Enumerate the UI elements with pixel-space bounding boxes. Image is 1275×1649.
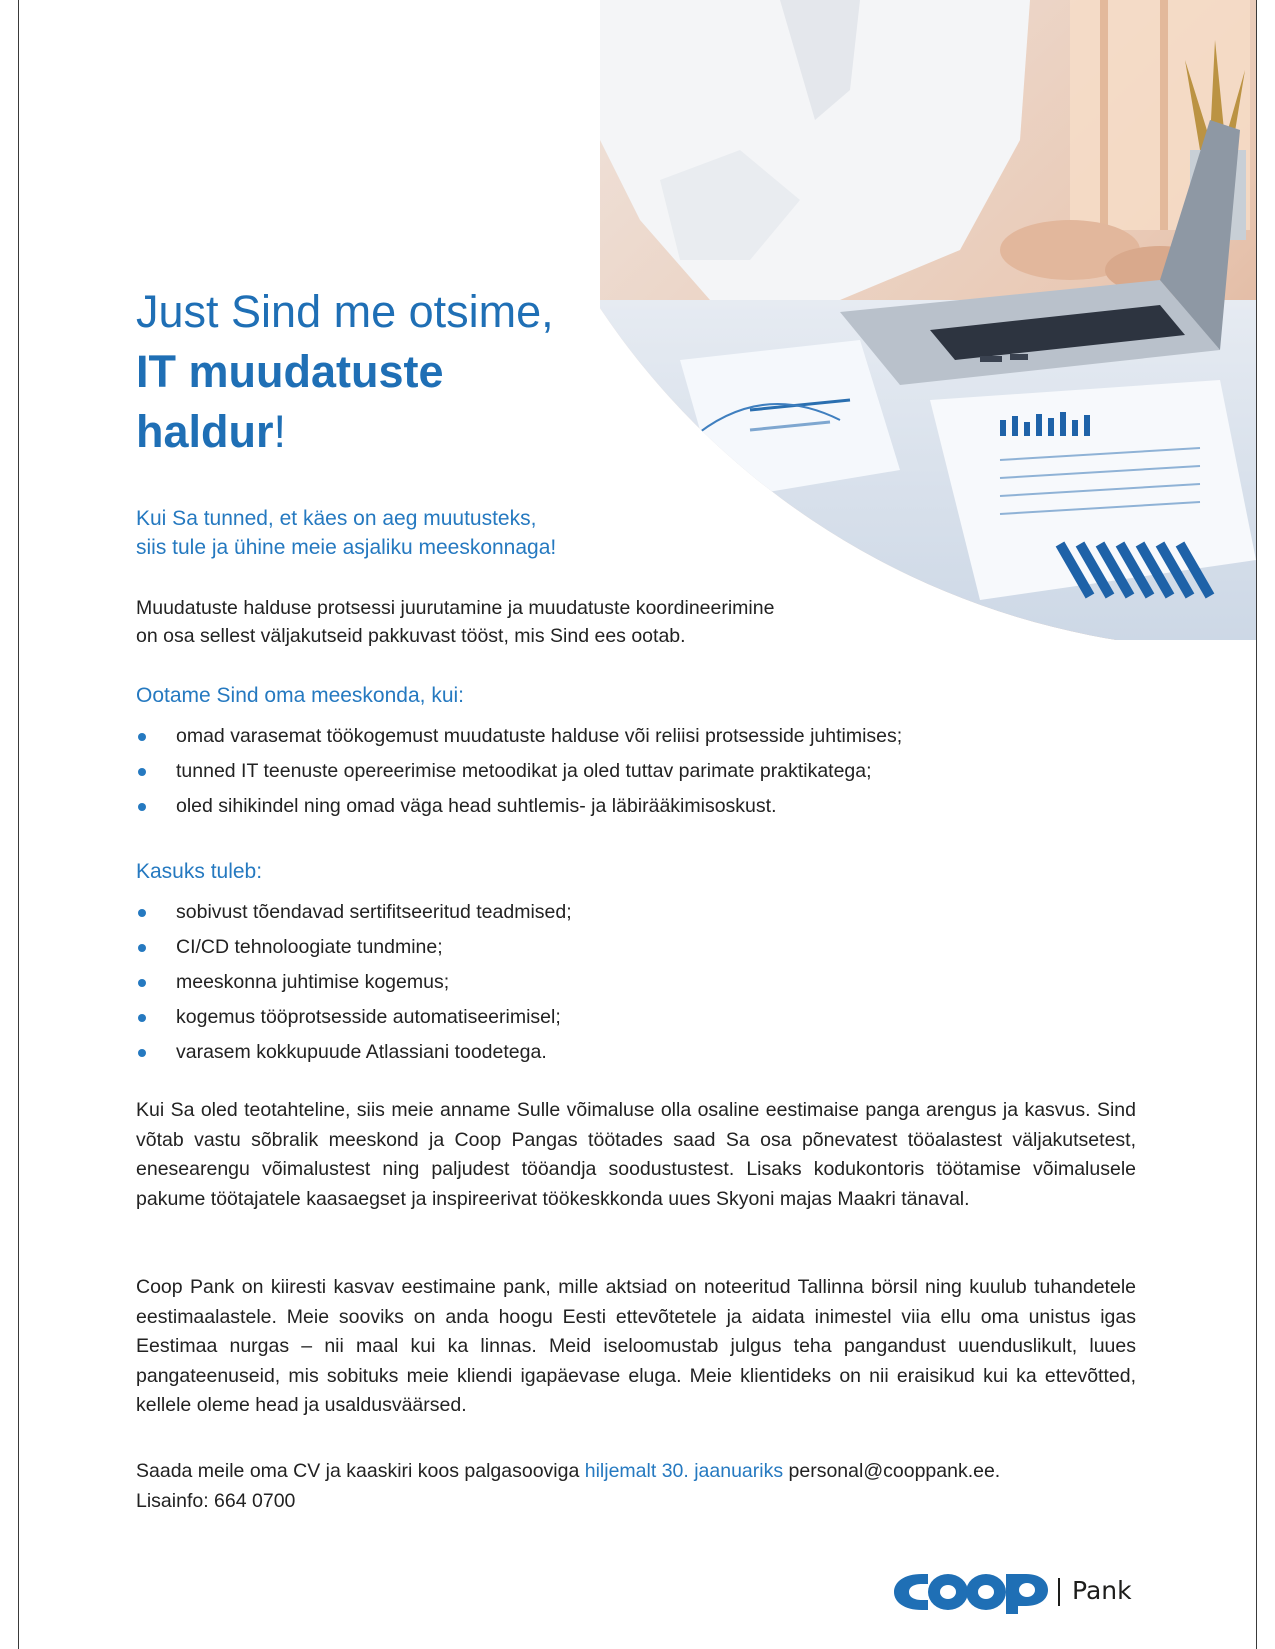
bullet-icon: [138, 1014, 146, 1022]
list-item-text: omad varasemat töökogemust muudatuste halduse või reliisi protsesside juhtimises;: [176, 725, 903, 747]
list-item-text: sobivust tõendavad sertifitseeritud teadmised;: [176, 901, 572, 923]
list-item: [136, 1035, 1136, 1070]
logo-pank-text: Pank: [1072, 1576, 1132, 1605]
offer-paragraph: Kui Sa oled teotahteline, siis meie anname Sulle võimaluse olla osaline eestimaise panga arengus ja kasvus. Sind võtab vastu sõbralik meeskond ja Coop Pangas töötades saad Sa osa põnevatest tööalastest väljakutsetest, enesearengu võimalustest ning paljudest tööandja soodustustest. Lisaks kodukontoris töötamise võimalusele pakume töötajatele kaasaegset ja inspireerivat töökeskkonda uues Skyoni majas Maakri tänaval.: [136, 1099, 1136, 1210]
headline-line2: IT muudatuste: [136, 346, 444, 397]
list-item-text: meeskonna juhtimise kogemus;: [176, 971, 450, 993]
list-item-text: tunned IT teenuste opereerimise metoodikat ja oled tuttav parimate praktikatega;: [176, 760, 872, 782]
bullet-icon: [138, 944, 146, 952]
headline: [136, 282, 696, 462]
list-item-text: CI/CD tehnoloogiate tundmine;: [176, 936, 443, 958]
advantages-heading: Kasuks tuleb:: [136, 860, 263, 883]
page-border-right: [1256, 0, 1257, 1649]
list-item-text: oled sihikindel ning omad väga head suhtlemis- ja läbirääkimisoskust.: [176, 795, 777, 817]
list-item: [136, 754, 1136, 789]
coop-pank-logo: [890, 1562, 1150, 1622]
headline-punct: !: [273, 406, 287, 457]
list-item: [136, 1000, 1136, 1035]
intro-text: [136, 594, 936, 650]
company-paragraph: Coop Pank on kiiresti kasvav eestimaine pank, mille aktsiad on noteeritud Tallinna börsil ning kuulub tuhandetele eestimaalastele. Meie sooviks on anda hoogu Eesti ettevõtetele ja aidata inimestel viia ellu oma unistus igas Eestimaa nurgas – nii maal kui ka linnas. Meid iseloomustab julgus teha pangandust uuenduslikult, luues pangateenuseid, mis sobituks meie kliendi igapäevase eluga. Meie klientideks on nii eraisikud kui ka ettevõtted, kellele oleme head ja usaldusväärsed.: [136, 1276, 1136, 1416]
bullet-icon: [138, 909, 146, 917]
advantages-list: [136, 895, 1136, 1070]
list-item: [136, 965, 1136, 1000]
logo-separator: [1058, 1578, 1060, 1606]
bullet-icon: [138, 733, 146, 741]
list-item: [136, 789, 1136, 824]
intro-line2: on osa sellest väljakutseid pakkuvast tööst, mis Sind ees ootab.: [136, 625, 686, 647]
headline-line1: Just Sind me otsime,: [136, 286, 554, 337]
subtitle-line2: siis tule ja ühine meie asjaliku meeskonnaga!: [136, 536, 557, 559]
contact-info: [136, 1456, 1136, 1516]
bullet-icon: [138, 1049, 146, 1057]
deadline-text: hiljemalt 30. jaanuariks: [584, 1460, 784, 1482]
list-item-text: varasem kokkupuude Atlassiani toodetega.: [176, 1041, 547, 1063]
requirements-heading: Ootame Sind oma meeskonda, kui:: [136, 684, 465, 707]
list-item: [136, 895, 1136, 930]
subtitle: [136, 504, 696, 562]
list-item-text: kogemus tööprotsesside automatiseerimisel;: [176, 1006, 561, 1028]
headline-line3: haldur: [136, 406, 274, 457]
bullet-icon: [138, 979, 146, 987]
contact-text: Saada meile oma CV ja kaaskiri koos palgasooviga: [136, 1460, 585, 1482]
list-item: [136, 719, 1136, 754]
bullet-icon: [138, 803, 146, 811]
subtitle-line1: Kui Sa tunned, et käes on aeg muutusteks,: [136, 507, 537, 530]
intro-line1: Muudatuste halduse protsessi juurutamine ja muudatuste koordineerimine: [136, 597, 775, 619]
email-text: personal@cooppank.ee.: [783, 1460, 1001, 1482]
requirements-list: [136, 719, 1136, 824]
hero-photo: [600, 0, 1256, 640]
list-item: [136, 930, 1136, 965]
bullet-icon: [138, 768, 146, 776]
phone-info: Lisainfo: 664 0700: [136, 1490, 296, 1512]
page-border-left: [18, 0, 19, 1649]
coop-logo-icon: [890, 1568, 1050, 1616]
